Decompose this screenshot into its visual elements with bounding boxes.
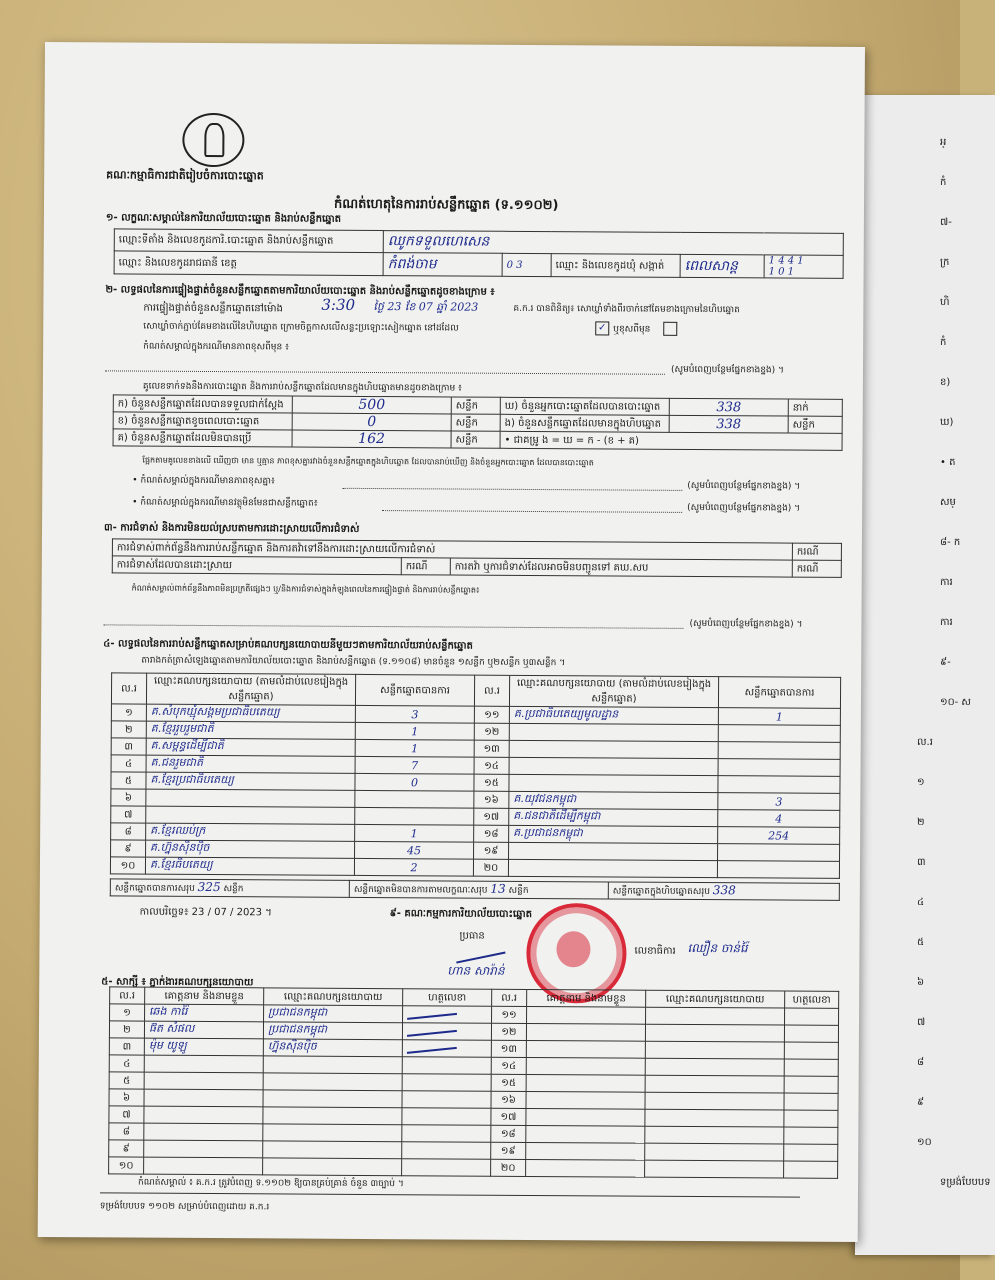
party-name [509, 757, 718, 775]
witness-signature [785, 1008, 839, 1025]
unit-label: សន្លឹក [508, 885, 529, 896]
chair-label: ប្រធាន [459, 930, 485, 942]
party-name [146, 789, 355, 807]
party-name: គ.ខ្មែររួបរួមជាតិ [146, 721, 355, 739]
witness-party: ប្រជាជនកម្ពុជា [263, 1022, 402, 1040]
party-votes [718, 725, 840, 743]
section-2-title: ២- លទ្ធផលនៃការផ្ទៀងផ្ទាត់ចំនួនសន្លឹកឆ្នោតតាមការិយាល័យបោះឆ្នោត និងរាប់សន្លឹកឆ្នោតដូចខាងក្រោម ៖ [105, 284, 495, 298]
witness-signature [402, 1040, 491, 1058]
verification-time-value: 3:30 [321, 295, 356, 314]
sheet2-line: ការ [940, 617, 953, 628]
witness-party [645, 1160, 784, 1178]
col-name: គោត្តនាម និងនាមខ្លួន [145, 987, 264, 1005]
location-label: ឈ្មោះទីតាំង និងលេខកូដការិ.បោះឆ្នោត និងរាប់សន្លឹកឆ្នោត [114, 229, 383, 253]
unused-ballots-label: គ) ចំនួនសន្លឹកឆ្នោតដែលមិនបានប្រើ [113, 429, 292, 447]
fill-note: (សូមបំពេញបន្ថែមផ្នែកខាងខ្នង) ។ [689, 618, 803, 630]
discrepancy-note: • កំណត់សម្គាល់ក្នុងករណីមានភាពខុសគ្នា៖ [132, 475, 276, 487]
witness-party [645, 1126, 784, 1144]
witness-number: ១៦ [491, 1091, 526, 1108]
case-label: ករណី [792, 543, 841, 560]
witness-name [144, 1055, 263, 1073]
witness-number: ១ [110, 1004, 145, 1021]
counts-intro: គូលេខទាក់ទងនឹងការបោះឆ្នោត និងការរាប់សន្លឹកឆ្នោតដែលមានក្នុងហិបឆ្នោតមានដូចខាងក្រោម ៖ [142, 381, 463, 394]
sheet2-line: ៦ [917, 977, 925, 988]
sheet2-line: ១០- ស [940, 697, 971, 708]
party-name [508, 859, 717, 877]
party-number: ៣ [111, 738, 146, 755]
commune-code: 1 4 4 1 1 0 1 [764, 255, 843, 278]
party-name: គ.ប្រជាធិបតេយ្យមូលដ្ឋាន [509, 706, 718, 724]
col-party: ឈ្មោះគណបក្សនយោបាយ (តាមលំដាប់លេខរៀងក្នុងសន្លឹកឆ្នោត) [146, 673, 355, 705]
fill-note: (សូមបំពេញបន្ថែមផ្នែកខាងខ្នង) ។ [687, 502, 801, 514]
party-votes [718, 844, 840, 862]
col-signature: ហត្ថលេខា [785, 991, 839, 1008]
unused-ballots-value: 162 [292, 430, 451, 448]
witness-party: ហ្វ៊ុនស៊ិនប៉ិច [263, 1039, 402, 1057]
party-number: ៨ [111, 823, 146, 840]
sheet2-line: ខ) [940, 377, 951, 388]
witness-number: ១៩ [491, 1142, 526, 1159]
sheet2-line: ៧ [917, 1017, 926, 1028]
witness-party [645, 1024, 784, 1042]
party-votes: 2 [354, 858, 473, 876]
witness-signature [784, 1025, 838, 1042]
sheet2-line: ល.រ [917, 737, 933, 748]
section-5-title: ៥- សាក្សី ៖ ភ្នាក់ងារគណបក្សនយោបាយ [101, 976, 254, 989]
party-votes [717, 861, 839, 879]
party-name: គ.ខ្មែរធិបតេយ្យ [145, 857, 354, 875]
sheet2-line: ក្រ [940, 257, 950, 268]
witness-name [526, 1108, 645, 1126]
foreign-object-note: • កំណត់សម្គាល់ក្នុងករណីមានវត្ថុមិនមែនជាសន្លឹកឆ្នោត៖ [132, 497, 318, 509]
witness-number: ៥ [109, 1072, 144, 1089]
party-votes: 1 [718, 708, 840, 726]
witness-name [144, 1157, 263, 1175]
difference-note-label: កំណត់សម្គាល់ក្នុងករណីមានភាពខុសពីមុន ៖ [143, 341, 290, 353]
voters-label: ឃ) ចំនួនអ្នកបោះឆ្នោតដែលបានបោះឆ្នោត [500, 397, 669, 415]
unit-label: សន្លឹក [451, 397, 500, 414]
party-name: គ.ជនជាតិដើម្បីកម្ពុជា [509, 808, 718, 826]
party-votes: 1 [355, 739, 474, 757]
sheet2-line: ៣ [917, 857, 926, 868]
counts-table [113, 394, 843, 450]
party-number: ១០ [110, 857, 145, 874]
committee-signature-label: ៩- គណៈកម្មការការិយាល័យបោះឆ្នោត [389, 908, 532, 920]
witness-number: ៤ [109, 1055, 144, 1072]
witness-signature [402, 1023, 491, 1041]
party-number: ១៨ [474, 825, 509, 842]
sheet2-line: អ្ [940, 137, 947, 148]
committee-name: គណៈកម្មាធិការជាតិរៀបចំការបោះឆ្នោត [106, 168, 264, 183]
party-number: ៦ [111, 789, 146, 806]
col-signature: ហត្ថលេខា [403, 989, 492, 1007]
party-name [509, 774, 718, 792]
seal-check-text: គ.ក.រ បានពិនិត្យ៖ សោឃ្លាំទាំងពីរចាក់នៅគែមខាងក្រោមនៃហិបឆ្នោត [513, 303, 740, 316]
party-name [509, 723, 718, 741]
sheet2-line: ៨ [917, 1057, 925, 1068]
total-box-value: 338 [712, 883, 736, 898]
witness-signature [784, 1110, 838, 1127]
sheet2-line: ៩- [940, 657, 951, 668]
commune-value: ពេលសាន្ត [680, 254, 764, 278]
witness-name [144, 1089, 263, 1107]
party-name: គ.សម្ពន្ធដើម្បីជាតិ [146, 738, 355, 756]
changed-checkbox[interactable] [663, 322, 677, 336]
province-value: កំពង់ចាម [383, 253, 502, 277]
witness-name [526, 1074, 645, 1092]
witness-signature [402, 1074, 491, 1092]
sheet2-line: ការ [940, 577, 953, 588]
party-votes: 1 [355, 722, 474, 740]
form-footer: ទម្រង់បែបបទ ១១០២ សម្រាប់បំពេញដោយ គ.ក.រ [99, 1201, 270, 1213]
party-number: ៤ [111, 755, 146, 772]
commune-label: ឈ្មោះ និងលេខកូដឃុំ សង្កាត់ [551, 254, 680, 278]
sheet2-line: ហិ [940, 297, 950, 308]
fill-note: (សូមបំពេញបន្ថែមផ្នែកខាងខ្នង) ។ [670, 364, 784, 376]
witness-number: ២០ [491, 1159, 526, 1176]
chair-name: ហាន សារ៉ាន់ [447, 963, 505, 978]
sheet2-line: កំ [940, 337, 947, 348]
footer-note: កំណត់សម្គាល់ ៖ គ.ក.រ ត្រូវបំពេញ ទ.១១០២ ឱ្យបានគ្រប់គ្រាន់ ចំនួន ៣ច្បាប់ ។ [138, 1177, 404, 1190]
witness-signature [402, 1142, 491, 1160]
witness-party [263, 1056, 402, 1074]
witness-number: ១៨ [491, 1125, 526, 1142]
section-3-title: ៣- ការជំទាស់ និងការមិនយល់ស្របតាមការដោះស្រាយលើការជំទាស់ [103, 522, 360, 535]
resolved-objection-label: ការជំទាស់ដែលបានដោះស្រាយ [112, 556, 401, 575]
total-invalid-label: សន្លឹកឆ្នោតមិនបានការតាមលក្ខណៈសរុប [353, 884, 488, 896]
results-table [110, 672, 841, 878]
party-votes [718, 759, 840, 777]
sheet2-line: • ត [940, 457, 956, 468]
section-1-title: ១- លក្ខណៈសម្គាល់នៃការិយាល័យបោះឆ្នោត និងរាប់សន្លឹកឆ្នោត [105, 212, 342, 225]
total-invalid-value: 13 [490, 881, 506, 896]
table-row [109, 1157, 838, 1178]
case-label: ករណី [792, 560, 841, 577]
witness-name [526, 1159, 645, 1177]
count-date: កាលបរិច្ឆេទ៖ 23 / 07 / 2023 ។ [139, 906, 272, 919]
sheet2-line: ទម្រង់បែបបទ [940, 1177, 991, 1188]
province-label: ឈ្មោះ និងលេខកូដរាជធានី ខេត្ត [114, 251, 383, 276]
witness-name: ម៉ុម យូឡូ [144, 1038, 263, 1056]
fill-note: (សូមបំពេញបន្ថែមផ្នែកខាងខ្នង) ។ [687, 480, 801, 492]
witness-party [645, 1092, 784, 1110]
witness-party [645, 1109, 784, 1127]
case-label: ករណី [401, 558, 450, 575]
party-name: គ.ប្រជាជនកម្ពុជា [509, 825, 718, 843]
party-name: គ.ហ្វ៊ុនស៊ិនប៉ិច [146, 840, 355, 858]
sheet2-line: ៩ [917, 1097, 925, 1108]
party-name [146, 806, 355, 824]
unit-label: សន្លឹក [788, 416, 842, 433]
discrepancy-text: ផ្អែកតាមគូលេខខាងលើ ឃើញថា មាន ឬគ្មាន ភាពខុសគ្នារវាងចំនួនសន្លឹកឆ្នោតក្នុងហិបឆ្នោត ដែលបានរាប់ឃើញ និងចំនួនអ្នកបោះឆ្នោត ដែលបានបោះឆ្នោត [142, 455, 594, 468]
witness-number: ១១ [492, 1006, 527, 1023]
party-number: ២ [111, 721, 146, 738]
party-name: គ.ខ្មែរឈប់ក្រ [146, 823, 355, 841]
col-no: ល.រ [474, 675, 509, 706]
second-document-sheet [855, 95, 995, 1255]
sheet2-line: សម្ [940, 497, 956, 508]
witness-number: ១៥ [491, 1074, 526, 1091]
sheet2-line: ១ [917, 777, 925, 788]
document-sheet [38, 42, 865, 1242]
unit-label: សន្លឹក [451, 431, 500, 448]
party-name: គ.សំបុកឃ្មុំសង្គមប្រជាធិបតេយ្យ [146, 704, 355, 722]
witness-party [645, 1143, 784, 1161]
witness-signature [784, 1144, 838, 1161]
witness-number: ៧ [109, 1106, 144, 1123]
witness-number: ១៤ [491, 1057, 526, 1074]
sheet2-line: ឃ) [940, 417, 954, 428]
party-number: ៥ [111, 772, 146, 789]
witness-signature [402, 1125, 491, 1143]
witness-number: ២ [109, 1021, 144, 1038]
sheet2-line: ២ [917, 817, 925, 828]
verification-time-label: ការផ្ទៀងផ្ទាត់ចំនួនសន្លឹកឆ្នោតនៅម៉ោង [143, 302, 283, 315]
party-votes [355, 807, 474, 825]
party-votes: 7 [355, 756, 474, 774]
witness-signature [784, 1042, 838, 1059]
party-number: ៧ [111, 806, 146, 823]
party-name [509, 740, 718, 758]
witness-party [645, 1041, 784, 1059]
witness-party [263, 1124, 402, 1142]
party-number: ១៤ [474, 757, 509, 774]
total-valid-value: 325 [197, 879, 221, 895]
formula-text: • ជាគម្រូ ង = ឃ = ក - (ខ + គ) [500, 431, 842, 450]
voters-unit: នាក់ [788, 399, 842, 416]
section-1-table [114, 228, 844, 278]
witness-number: ៦ [109, 1089, 144, 1106]
ballots-in-box-value: 338 [669, 415, 788, 433]
section-4-subtitle: តារាងកត់ត្រាសំឡេងឆ្នោតតាមការិយាល័យបោះឆ្នោត និងរាប់សន្លឹកឆ្នោត (ទ.១១០៨) មានចំនួន ១សន្លឹក ឬ២សន្លឹក ឬ៣សន្លឹក ។ [141, 655, 566, 669]
witness-signature [784, 1059, 838, 1076]
witness-name [526, 1057, 645, 1075]
col-votes: សន្លឹកឆ្នោតបានការ [718, 677, 840, 709]
secretary-label: លេខាធិការ [634, 945, 676, 957]
voters-value: 338 [669, 398, 788, 416]
totals-row [110, 878, 840, 900]
party-name: គ.ជនរួមជាតិ [146, 755, 355, 773]
irregularity-note: កំណត់សម្គាល់ពាក់ព័ន្ធនឹងភាពមិនប្រក្រតីផ្សេងៗ ឬ/និងការជំទាស់ក្នុងកំឡុងពេលនៃការផ្ទៀងផ្ទាត់ និងការរាប់សន្លឹកឆ្នោត៖ [131, 583, 480, 595]
witness-number: ១០ [109, 1157, 144, 1174]
witness-table [108, 986, 839, 1178]
seal-status-text: សោឃ្លាំចាក់ភ្ជាប់គែមខាងលើនៃហិបឆ្នោត ក្រោមចិត្តកាសលើសន្លះប្រឡោះសៀកឆ្នោត នៅដដែល [143, 321, 459, 334]
col-votes: សន្លឹកឆ្នោតបានការ [355, 674, 474, 706]
party-number: ១៦ [474, 791, 509, 808]
witness-name [526, 1040, 645, 1058]
party-votes [718, 776, 840, 794]
witness-signature [403, 1006, 492, 1024]
party-number: ១៩ [474, 842, 509, 859]
witness-name [144, 1072, 263, 1090]
table-row [110, 857, 839, 878]
witness-signature [784, 1093, 838, 1110]
witness-party [645, 1058, 784, 1076]
witness-party [263, 1158, 402, 1176]
party-number: ១៣ [474, 740, 509, 757]
witness-name: ផ៊ត សំផល [144, 1021, 263, 1039]
sheet2-line: ៤ [917, 897, 925, 908]
party-name [509, 842, 718, 860]
party-number: ១ [111, 704, 146, 721]
party-votes: 4 [718, 810, 840, 828]
sheet2-line: ៥ [917, 937, 925, 948]
total-valid-label: សន្លឹកឆ្នោតបានការសរុប [114, 883, 195, 894]
witness-name [144, 1106, 263, 1124]
col-party: ឈ្មោះគណបក្សនយោបាយ [264, 988, 403, 1006]
spoiled-ballots-label: ខ) ចំនួនសន្លឹកឆ្នោតខូចពេលបោះឆ្នោត [113, 412, 292, 430]
party-name: គ.យុវជនកម្ពុជា [509, 791, 718, 809]
witness-number: ១២ [491, 1023, 526, 1040]
witness-party [263, 1073, 402, 1091]
col-no: ល.រ [111, 673, 146, 704]
party-votes: 45 [355, 841, 474, 859]
section-4-title: ៤- លទ្ធផលនៃការរាប់សន្លឹកឆ្នោតសម្រាប់គណបក្សនយោបាយនីមួយៗតាមការិយាល័យរាប់សន្លឹកឆ្នោត [103, 638, 473, 652]
party-number: ១២ [474, 723, 509, 740]
objection-row-label: ការជំទាស់ពាក់ព័ន្ធនឹងការរាប់សន្លឹកឆ្នោត និងការតវ៉ាទៅនឹងការដោះស្រាយលើការជំទាស់ [112, 539, 792, 560]
sheet2-line: ១០ [917, 1137, 932, 1148]
party-votes: 3 [355, 705, 474, 723]
party-number: ១៧ [474, 808, 509, 825]
witness-number: ៩ [109, 1140, 144, 1157]
witness-number: ៨ [109, 1123, 144, 1140]
secretary-name: ឈឿន ចាន់រ៉ៃ [687, 940, 748, 956]
witness-party: ប្រជាជនកម្ពុជា [264, 1005, 403, 1023]
party-votes [718, 742, 840, 760]
party-votes: 0 [355, 773, 474, 791]
col-no: ល.រ [110, 987, 145, 1004]
witness-number: ១៧ [491, 1108, 526, 1125]
party-votes: 1 [355, 824, 474, 842]
witness-name [526, 1142, 645, 1160]
party-number: ១៥ [474, 774, 509, 791]
col-no: ល.រ [492, 989, 527, 1006]
witness-signature [402, 1159, 491, 1177]
witness-signature [784, 1161, 838, 1178]
witness-name [526, 1023, 645, 1041]
col-party: ឈ្មោះគណបក្សនយោបាយ [646, 990, 785, 1008]
witness-name [144, 1140, 263, 1158]
unresolved-objection-label: ការតវ៉ា ឬការជំទាស់ដែលអាចមិនបញ្ជូនទៅ គឃ.សប [450, 558, 792, 577]
spoiled-ballots-value: 0 [292, 413, 451, 431]
unit-label: សន្លឹក [451, 414, 500, 431]
party-votes [355, 790, 474, 808]
document-title: កំណត់ហេតុនៃការរាប់សន្លឹកឆ្នោត (ទ.១១០២) [333, 196, 559, 214]
section-3-table [112, 538, 842, 577]
witness-signature [402, 1108, 491, 1126]
total-box-label: សន្លឹកឆ្នោតក្នុងហិបឆ្នោតសរុប [612, 886, 710, 898]
nec-emblem-icon [182, 113, 244, 167]
witness-signature [402, 1057, 491, 1075]
witness-signature [784, 1127, 838, 1144]
witness-party [263, 1090, 402, 1108]
party-number: ១១ [474, 706, 509, 723]
col-name: គោត្តនាម និងនាមខ្លួន [527, 989, 646, 1007]
province-code: 0 3 [502, 253, 551, 276]
party-name: គ.ខ្មែរប្រជាធិបតេយ្យ [146, 772, 355, 790]
unchanged-checkbox[interactable]: ✓ [595, 321, 609, 335]
verification-date: ថ្ងៃ 23 ខែ 07 ឆ្នាំ 2023 [373, 300, 479, 314]
witness-party [646, 1007, 785, 1025]
witness-party [263, 1107, 402, 1125]
location-value: ឈូកទទួលហេសេន [383, 231, 843, 256]
witness-signature [402, 1091, 491, 1109]
sheet2-line: ៧- [940, 217, 952, 228]
party-number: ៩ [111, 840, 146, 857]
witness-name: ឆេង ការ៉ៃ [145, 1004, 264, 1022]
witness-party [645, 1075, 784, 1093]
witness-number: ១៣ [491, 1040, 526, 1057]
witness-number: ៣ [109, 1038, 144, 1055]
witness-name [526, 1125, 645, 1143]
witness-signature [784, 1076, 838, 1093]
sheet2-line: កំ [940, 177, 947, 188]
changed-label: ឬខុសពីមុន [613, 324, 651, 335]
received-ballots-label: ក) ចំនួនសន្លឹកឆ្នោតដែលបានទទួលជាក់ស្តែង [113, 395, 292, 413]
party-number: ២០ [473, 859, 508, 876]
party-votes: 254 [718, 827, 840, 845]
witness-name [527, 1006, 646, 1024]
ballots-in-box-label: ង) ចំនួនសន្លឹកឆ្នោតដែលមានក្នុងហិបឆ្នោត [500, 414, 669, 432]
party-votes: 3 [718, 793, 840, 811]
witness-name [526, 1091, 645, 1109]
col-party: ឈ្មោះគណបក្សនយោបាយ (តាមលំដាប់លេខរៀងក្នុងសន្លឹកឆ្នោត) [509, 675, 718, 707]
sheet2-line: ៨- ក [940, 537, 961, 548]
received-ballots-value: 500 [292, 396, 451, 414]
witness-name [144, 1123, 263, 1141]
unit-label: សន្លឹក [223, 884, 244, 895]
witness-party [263, 1141, 402, 1159]
